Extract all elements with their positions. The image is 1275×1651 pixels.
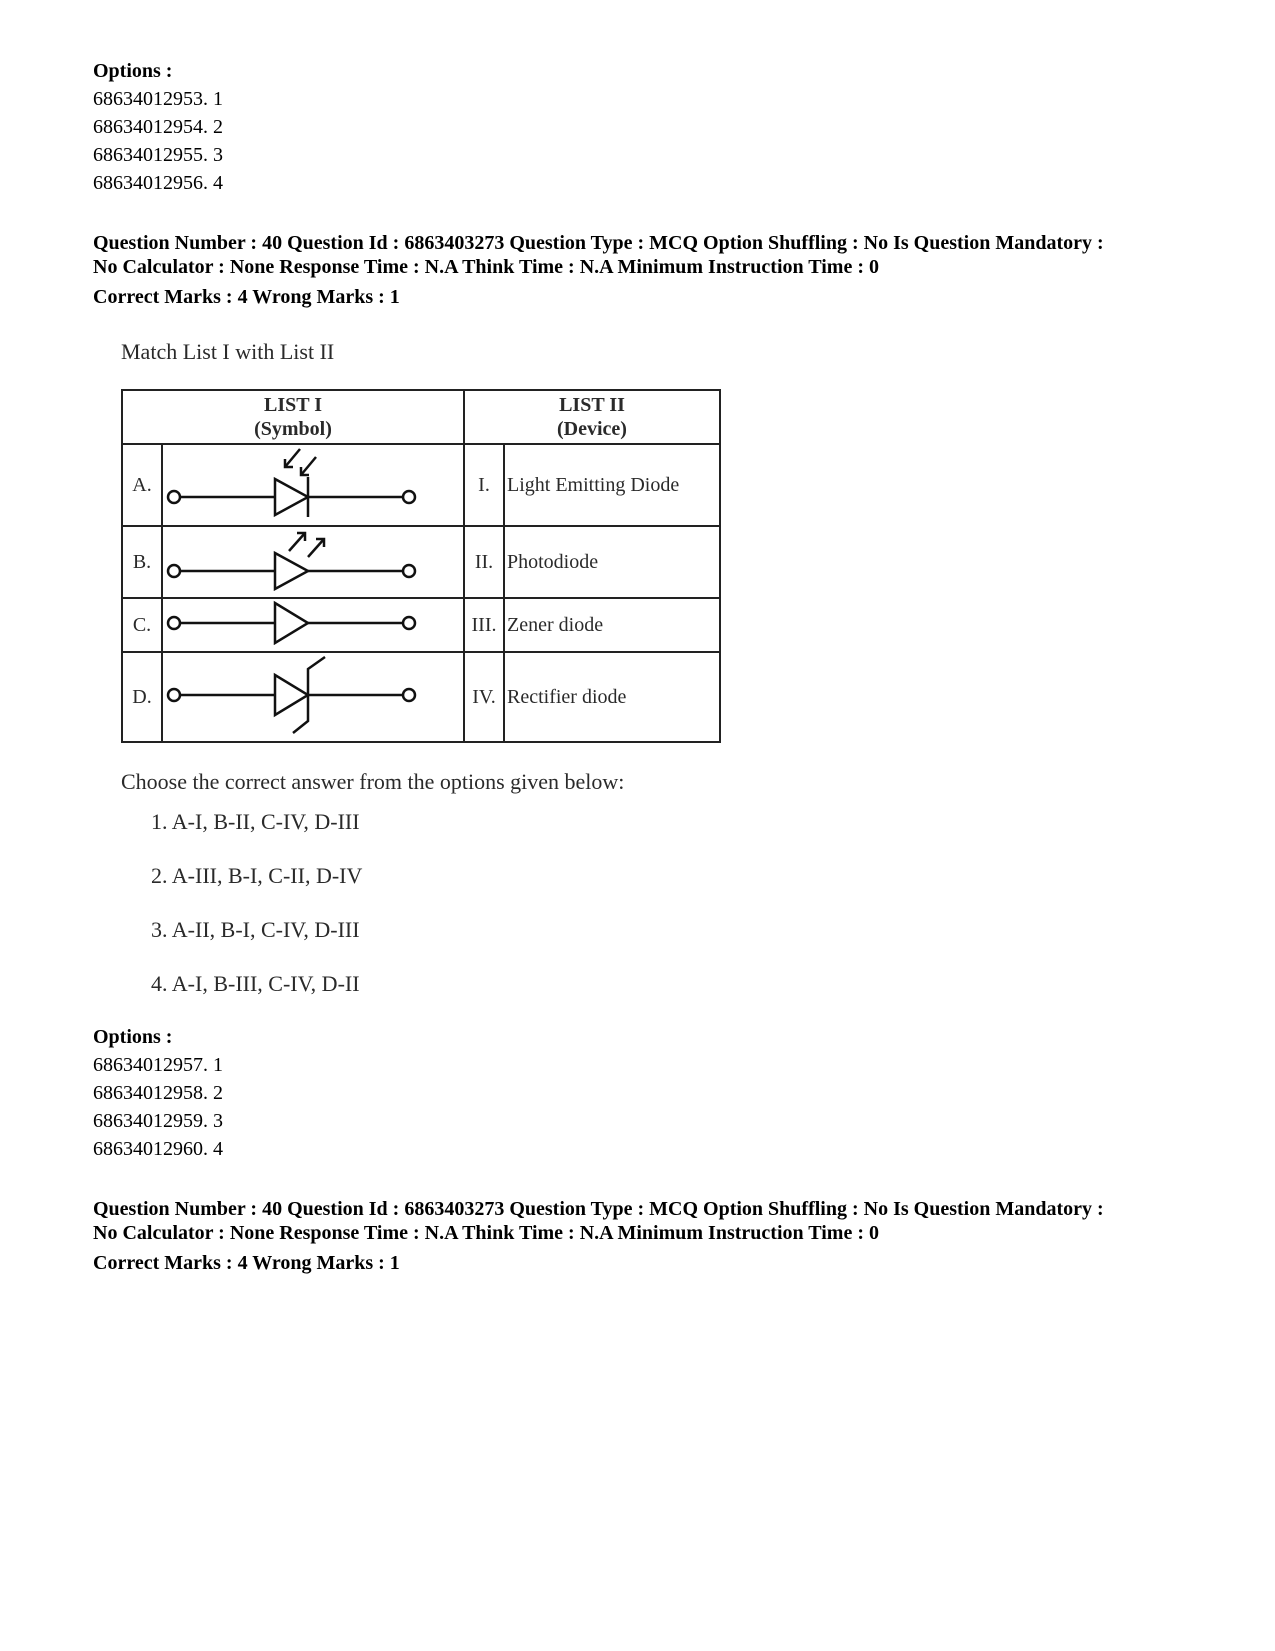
table-row xyxy=(122,526,720,598)
option-item: 68634012956. 4 xyxy=(93,172,223,194)
list2-header xyxy=(464,390,720,444)
match-table-header xyxy=(122,390,720,444)
next-question-header xyxy=(93,1197,1183,1277)
list2-subtitle: (Device) xyxy=(557,418,627,440)
answer-choice: 1. A-I, B-II, C-IV, D-III xyxy=(151,809,360,834)
symbol-cell xyxy=(162,652,464,742)
row-key: A. xyxy=(122,444,162,526)
match-table xyxy=(121,389,721,743)
question-meta-line: No Calculator : None Response Time : N.A Think Time : N.A Minimum Instruction Time : 0 xyxy=(93,256,879,278)
row-key: B. xyxy=(122,526,162,598)
answer-choice: 4. A-I, B-III, C-IV, D-II xyxy=(151,971,360,996)
zener-diode-symbol-icon xyxy=(163,653,463,735)
choose-instruction: Choose the correct answer from the options given below: xyxy=(121,769,625,794)
answer-choice: 2. A-III, B-I, C-II, D-IV xyxy=(151,863,363,888)
list1-title: LIST I xyxy=(263,394,322,416)
rectifier-diode-symbol-icon xyxy=(163,599,463,645)
row-roman: II. xyxy=(464,526,504,598)
question-meta-line: Question Number : 40 Question Id : 6863403273 Question Type : MCQ Option Shuffling : No Is Question Mandatory : xyxy=(93,232,1104,254)
option-item: 68634012958. 2 xyxy=(93,1082,223,1104)
row-key: D. xyxy=(122,652,162,742)
option-item: 68634012960. 4 xyxy=(93,1138,223,1160)
row-device: Rectifier diode xyxy=(504,652,720,742)
table-row xyxy=(122,444,720,526)
question-meta-line: Question Number : 40 Question Id : 6863403273 Question Type : MCQ Option Shuffling : No Is Question Mandatory : xyxy=(93,1198,1104,1220)
table-row xyxy=(122,598,720,652)
question-intro: Match List I with List II xyxy=(121,339,335,364)
option-item: 68634012953. 1 xyxy=(93,88,223,110)
row-roman: IV. xyxy=(464,652,504,742)
options-block-bottom xyxy=(93,1023,1183,1163)
answer-choice: 3. A-II, B-I, C-IV, D-III xyxy=(151,917,360,942)
row-device: Photodiode xyxy=(504,526,720,598)
symbol-cell xyxy=(162,598,464,652)
document-page xyxy=(93,57,1183,1277)
list2-title: LIST II xyxy=(559,394,625,416)
row-roman: III. xyxy=(464,598,504,652)
row-device: Zener diode xyxy=(504,598,720,652)
question-meta-line: No Calculator : None Response Time : N.A Think Time : N.A Minimum Instruction Time : 0 xyxy=(93,1222,879,1244)
table-row xyxy=(122,652,720,742)
list1-header xyxy=(122,390,464,444)
photodiode-symbol-icon xyxy=(163,527,463,591)
question-header xyxy=(93,231,1183,311)
led-symbol-icon xyxy=(163,445,463,519)
options-block-top xyxy=(93,57,1183,197)
question-body xyxy=(121,339,1183,1011)
options-label: Options : xyxy=(93,60,173,82)
row-device: Light Emitting Diode xyxy=(504,444,720,526)
row-roman: I. xyxy=(464,444,504,526)
question-marks: Correct Marks : 4 Wrong Marks : 1 xyxy=(93,1252,400,1274)
symbol-cell xyxy=(162,526,464,598)
options-label: Options : xyxy=(93,1026,173,1048)
symbol-cell xyxy=(162,444,464,526)
list1-subtitle: (Symbol) xyxy=(254,418,332,440)
option-item: 68634012955. 3 xyxy=(93,144,223,166)
question-marks: Correct Marks : 4 Wrong Marks : 1 xyxy=(93,286,400,308)
option-item: 68634012957. 1 xyxy=(93,1054,223,1076)
row-key: C. xyxy=(122,598,162,652)
option-item: 68634012954. 2 xyxy=(93,116,223,138)
option-item: 68634012959. 3 xyxy=(93,1110,223,1132)
